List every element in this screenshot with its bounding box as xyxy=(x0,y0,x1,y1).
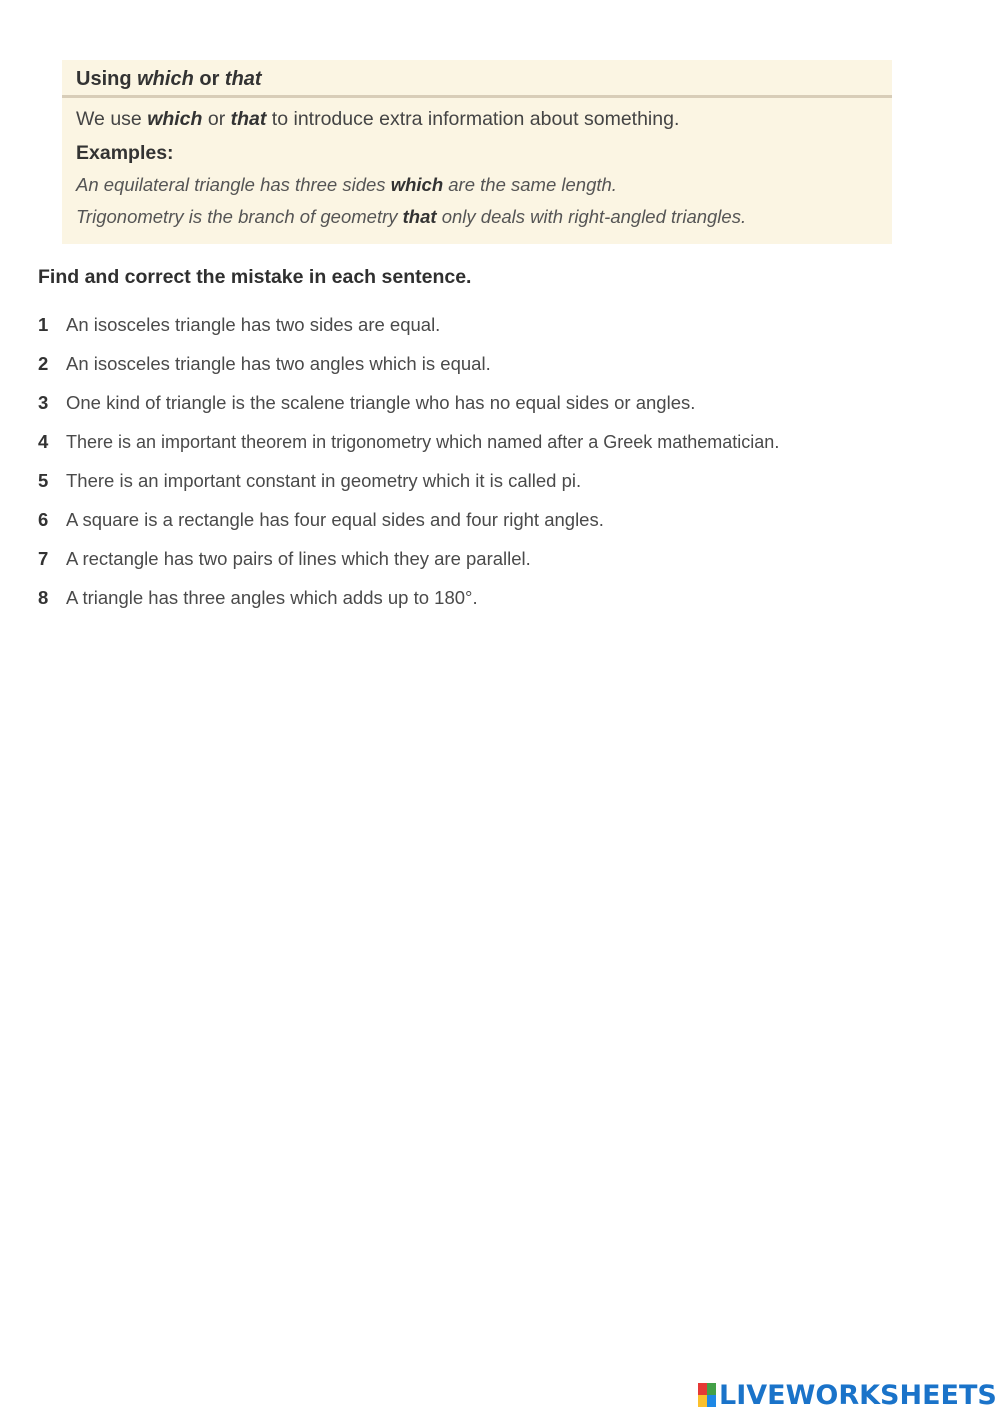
exercise-sentence xyxy=(38,392,695,414)
exercise-sentence xyxy=(38,314,440,336)
sentence-text: An isosceles triangle has two angles which is equal. xyxy=(66,353,491,374)
logo-square-red xyxy=(698,1383,707,1395)
sentence-number: 4 xyxy=(38,431,49,452)
logo-mark-icon xyxy=(698,1383,716,1407)
sentence-text: One kind of triangle is the scalene triangle who has no equal sides or angles. xyxy=(66,392,696,413)
grammar-info-box xyxy=(62,60,892,244)
sentence-number: 1 xyxy=(38,314,49,335)
sentence-text: There is an important constant in geometry which it is called pi. xyxy=(66,470,582,491)
sentence-number: 7 xyxy=(38,548,49,569)
logo-text: LIVEWORKSHEETS xyxy=(719,1379,997,1411)
exercise-sentence xyxy=(38,509,604,531)
sentence-number: 3 xyxy=(38,392,49,413)
examples-label: Examples: xyxy=(76,142,174,164)
sentence-number: 8 xyxy=(38,587,49,608)
sentence-text: A triangle has three angles which adds up to 180°. xyxy=(66,587,478,608)
logo-square-blue xyxy=(707,1395,716,1407)
sentence-text: A rectangle has two pairs of lines which they are parallel. xyxy=(66,548,531,569)
exercise-sentence xyxy=(38,431,779,453)
exercise-heading: Find and correct the mistake in each sentence. xyxy=(38,266,472,288)
exercise-sentence xyxy=(38,470,581,492)
sentence-text: There is an important theorem in trigonometry which named after a Greek mathematician. xyxy=(66,432,780,452)
logo-square-green xyxy=(707,1383,716,1395)
sentence-number: 6 xyxy=(38,509,49,530)
sentence-number: 5 xyxy=(38,470,49,491)
info-box-title: Using which or that xyxy=(76,68,262,90)
sentence-text: A square is a rectangle has four equal sides and four right angles. xyxy=(66,509,604,530)
logo-square-yellow xyxy=(698,1395,707,1407)
sentence-number: 2 xyxy=(38,353,49,374)
info-box-intro: We use which or that to introduce extra information about something. xyxy=(76,108,680,130)
info-box-divider xyxy=(62,95,892,98)
liveworksheets-logo[interactable] xyxy=(698,1380,997,1410)
exercise-sentence xyxy=(38,587,478,609)
exercise-sentence xyxy=(38,353,491,375)
exercise-sentence xyxy=(38,548,531,570)
example-sentence-1: An equilateral triangle has three sides which are the same length. xyxy=(76,174,617,195)
sentence-text: An isosceles triangle has two sides are equal. xyxy=(66,314,441,335)
example-sentence-2: Trigonometry is the branch of geometry that only deals with right-angled triangles. xyxy=(76,206,747,227)
